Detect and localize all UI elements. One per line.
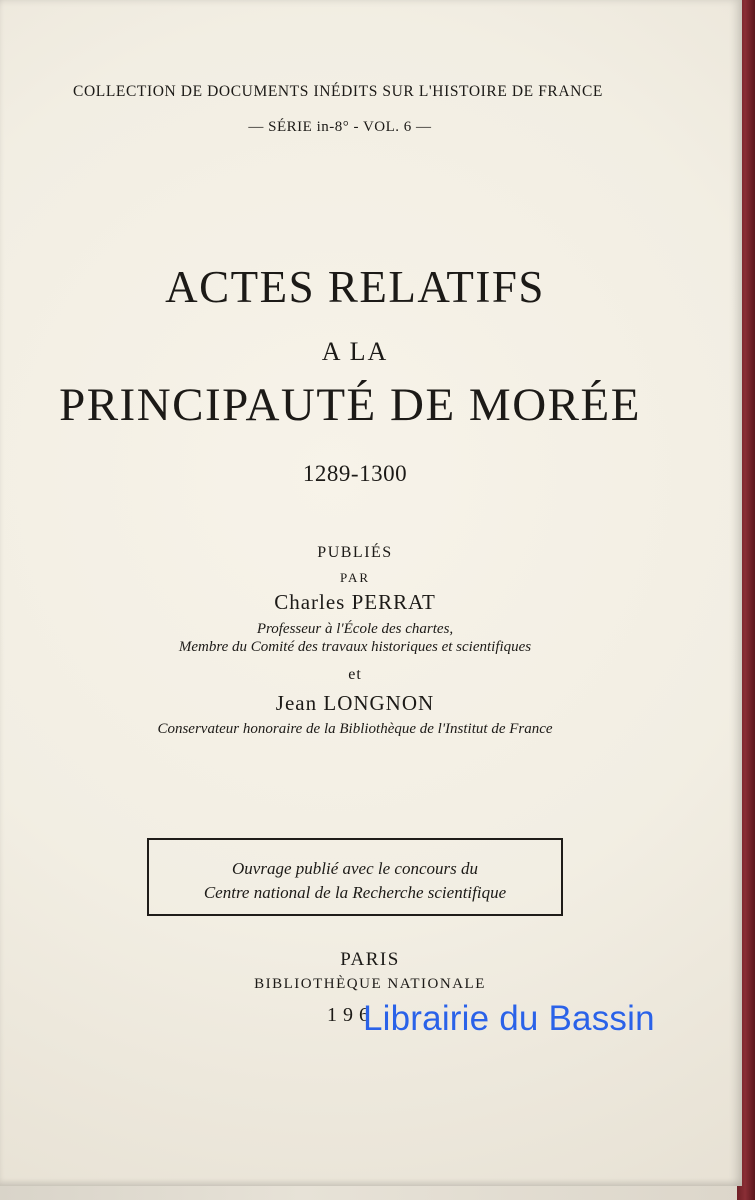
author-1-name: Charles PERRAT: [274, 590, 436, 614]
imprint-publisher: BIBLIOTHÈQUE NATIONALE: [254, 976, 486, 992]
title-line-3: PRINCIPAUTÉ DE MORÉE: [59, 379, 641, 431]
by-label: PAR: [339, 570, 371, 585]
collection-heading: COLLECTION DE DOCUMENTS INÉDITS SUR L'HISTOIRE DE FRANCE: [73, 83, 603, 100]
notice-line-2: Centre national de la Recherche scientifique: [203, 883, 507, 902]
published-label: PUBLIÉS: [317, 544, 393, 561]
author-2-name: Jean LONGNON: [275, 691, 435, 715]
series-volume-line: — SÉRIE in-8° - VOL. 6 —: [248, 119, 432, 135]
author-1-affiliation-line-2: Membre du Comité des travaux historiques et scientifiques: [178, 639, 532, 655]
imprint-year: 196: [327, 1004, 375, 1026]
bookseller-watermark: Librairie du Bassin: [363, 999, 655, 1038]
notice-line-1: Ouvrage publié avec le concours du: [232, 859, 478, 878]
title-line-2: A LA: [321, 337, 389, 366]
imprint-city: PARIS: [340, 949, 400, 970]
and-label: et: [348, 666, 362, 683]
author-1-affiliation-line-1: Professeur à l'École des chartes,: [256, 621, 454, 637]
title-line-1: ACTES RELATIFS: [165, 262, 545, 312]
author-2-affiliation: Conservateur honoraire de la Bibliothèque de l'Institut de France: [157, 721, 553, 737]
date-range: 1289-1300: [302, 461, 408, 486]
